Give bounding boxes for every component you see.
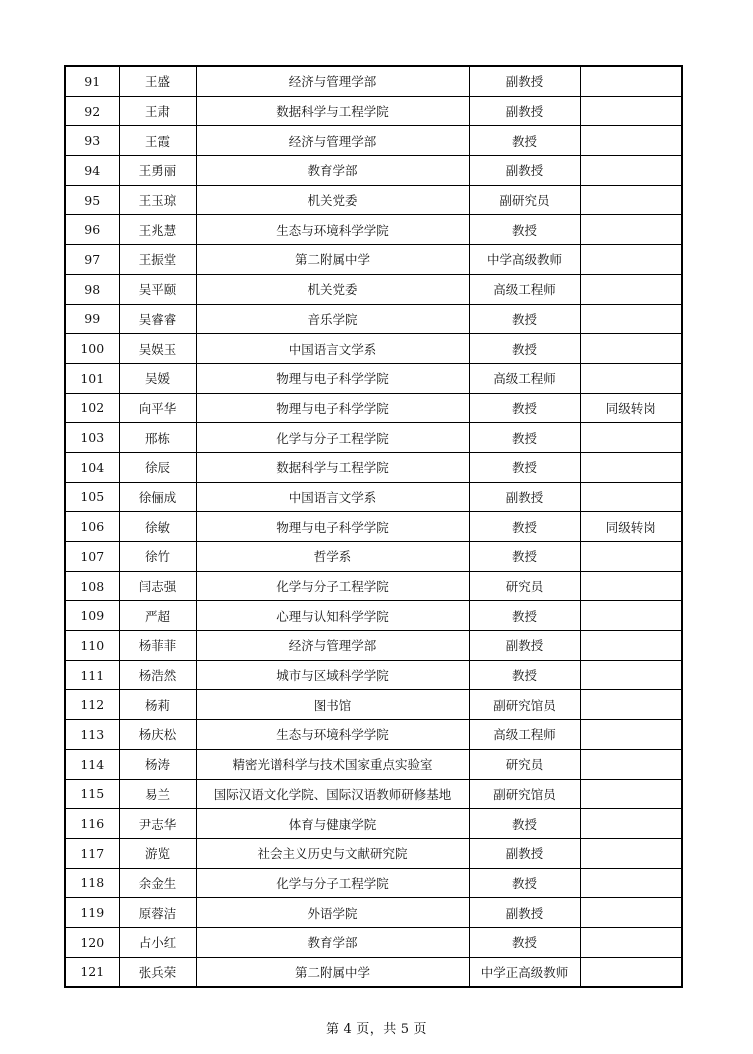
- professional-title-cell: 副教授: [469, 898, 580, 928]
- table-row: [65, 720, 682, 750]
- department-cell: 哲学系: [196, 542, 469, 572]
- table-row: [65, 274, 682, 304]
- row-number-cell: 112: [65, 690, 119, 720]
- person-name-cell: 徐辰: [119, 452, 196, 482]
- person-name-cell: 严超: [119, 601, 196, 631]
- professional-title-cell: 中学高级教师: [469, 245, 580, 275]
- table-row: [65, 334, 682, 364]
- department-cell: 第二附属中学: [196, 245, 469, 275]
- professional-title-cell: 教授: [469, 927, 580, 957]
- table-row: [65, 126, 682, 156]
- department-cell: 机关党委: [196, 185, 469, 215]
- remark-cell: [580, 542, 682, 572]
- table-row: [65, 542, 682, 572]
- footer-prefix: 第: [325, 1022, 340, 1037]
- row-number-cell: 97: [65, 245, 119, 275]
- person-name-cell: 徐敏: [119, 512, 196, 542]
- remark-cell: [580, 482, 682, 512]
- professional-title-cell: 教授: [469, 304, 580, 334]
- professional-title-cell: 教授: [469, 809, 580, 839]
- table-row: [65, 482, 682, 512]
- row-number-cell: 104: [65, 452, 119, 482]
- person-name-cell: 吴睿睿: [119, 304, 196, 334]
- row-number-cell: 94: [65, 156, 119, 186]
- remark-cell: [580, 334, 682, 364]
- person-name-cell: 杨庆松: [119, 720, 196, 750]
- row-number-cell: 93: [65, 126, 119, 156]
- person-name-cell: 易兰: [119, 779, 196, 809]
- department-cell: 精密光谱科学与技术国家重点实验室: [196, 749, 469, 779]
- row-number-cell: 114: [65, 749, 119, 779]
- remark-cell: [580, 868, 682, 898]
- row-number-cell: 99: [65, 304, 119, 334]
- department-cell: 数据科学与工程学院: [196, 96, 469, 126]
- person-name-cell: 吴媛: [119, 363, 196, 393]
- remark-cell: [580, 245, 682, 275]
- row-number-cell: 121: [65, 957, 119, 987]
- remark-cell: [580, 720, 682, 750]
- row-number-cell: 116: [65, 809, 119, 839]
- row-number-cell: 113: [65, 720, 119, 750]
- department-cell: 数据科学与工程学院: [196, 452, 469, 482]
- person-name-cell: 王玉琼: [119, 185, 196, 215]
- footer-suffix: 页: [413, 1022, 428, 1037]
- department-cell: 图书馆: [196, 690, 469, 720]
- table-row: [65, 363, 682, 393]
- department-cell: 国际汉语文化学院、国际汉语教师研修基地: [196, 779, 469, 809]
- department-cell: 机关党委: [196, 274, 469, 304]
- professional-title-cell: 副研究馆员: [469, 690, 580, 720]
- footer-total-pages: 5: [400, 1022, 410, 1037]
- department-cell: 物理与电子科学学院: [196, 393, 469, 423]
- remark-cell: [580, 423, 682, 453]
- department-cell: 化学与分子工程学院: [196, 868, 469, 898]
- professional-title-cell: 副教授: [469, 838, 580, 868]
- table-row: [65, 868, 682, 898]
- row-number-cell: 111: [65, 660, 119, 690]
- row-number-cell: 100: [65, 334, 119, 364]
- remark-cell: [580, 601, 682, 631]
- professional-title-cell: 教授: [469, 660, 580, 690]
- department-cell: 中国语言文学系: [196, 482, 469, 512]
- person-name-cell: 余金生: [119, 868, 196, 898]
- remark-cell: [580, 66, 682, 96]
- remark-cell: [580, 274, 682, 304]
- department-cell: 化学与分子工程学院: [196, 423, 469, 453]
- row-number-cell: 92: [65, 96, 119, 126]
- professional-title-cell: 教授: [469, 542, 580, 572]
- remark-cell: [580, 363, 682, 393]
- row-number-cell: 103: [65, 423, 119, 453]
- department-cell: 物理与电子科学学院: [196, 363, 469, 393]
- table-row: [65, 185, 682, 215]
- person-name-cell: 闫志强: [119, 571, 196, 601]
- professional-title-cell: 中学正高级教师: [469, 957, 580, 987]
- remark-cell: [580, 96, 682, 126]
- professional-title-cell: 研究员: [469, 749, 580, 779]
- page-footer: [0, 1018, 753, 1037]
- remark-cell: [580, 185, 682, 215]
- remark-cell: [580, 927, 682, 957]
- row-number-cell: 119: [65, 898, 119, 928]
- table-row: [65, 512, 682, 542]
- remark-cell: [580, 838, 682, 868]
- person-name-cell: 杨涛: [119, 749, 196, 779]
- person-name-cell: 向平华: [119, 393, 196, 423]
- department-cell: 经济与管理学部: [196, 631, 469, 661]
- table-row: [65, 66, 682, 96]
- person-name-cell: 王兆慧: [119, 215, 196, 245]
- remark-cell: [580, 898, 682, 928]
- table-row: [65, 571, 682, 601]
- department-cell: 教育学部: [196, 927, 469, 957]
- professional-title-cell: 教授: [469, 334, 580, 364]
- row-number-cell: 105: [65, 482, 119, 512]
- row-number-cell: 107: [65, 542, 119, 572]
- remark-cell: [580, 660, 682, 690]
- professional-title-cell: 高级工程师: [469, 274, 580, 304]
- person-name-cell: 原蓉洁: [119, 898, 196, 928]
- department-cell: 中国语言文学系: [196, 334, 469, 364]
- professional-title-cell: 副教授: [469, 96, 580, 126]
- professional-title-cell: 副教授: [469, 631, 580, 661]
- remark-cell: [580, 749, 682, 779]
- remark-cell: [580, 156, 682, 186]
- row-number-cell: 96: [65, 215, 119, 245]
- row-number-cell: 115: [65, 779, 119, 809]
- table-row: [65, 809, 682, 839]
- professional-title-cell: 副研究员: [469, 185, 580, 215]
- remark-cell: 同级转岗: [580, 512, 682, 542]
- department-cell: 经济与管理学部: [196, 126, 469, 156]
- remark-cell: [580, 304, 682, 334]
- person-name-cell: 杨菲菲: [119, 631, 196, 661]
- department-cell: 社会主义历史与文献研究院: [196, 838, 469, 868]
- department-cell: 教育学部: [196, 156, 469, 186]
- department-cell: 体育与健康学院: [196, 809, 469, 839]
- remark-cell: [580, 631, 682, 661]
- person-name-cell: 占小红: [119, 927, 196, 957]
- department-cell: 城市与区域科学学院: [196, 660, 469, 690]
- table-row: [65, 423, 682, 453]
- remark-cell: [580, 957, 682, 987]
- remark-cell: [580, 215, 682, 245]
- professional-title-cell: 教授: [469, 393, 580, 423]
- row-number-cell: 109: [65, 601, 119, 631]
- professional-title-cell: 教授: [469, 601, 580, 631]
- professional-title-cell: 副教授: [469, 482, 580, 512]
- table-row: [65, 215, 682, 245]
- table-row: [65, 898, 682, 928]
- professional-title-cell: 教授: [469, 215, 580, 245]
- professional-title-cell: 教授: [469, 452, 580, 482]
- table-row: [65, 631, 682, 661]
- department-cell: 外语学院: [196, 898, 469, 928]
- table-row: [65, 601, 682, 631]
- department-cell: 化学与分子工程学院: [196, 571, 469, 601]
- remark-cell: [580, 126, 682, 156]
- department-cell: 第二附属中学: [196, 957, 469, 987]
- personnel-table: [64, 65, 683, 988]
- professional-title-cell: 教授: [469, 512, 580, 542]
- person-name-cell: 杨莉: [119, 690, 196, 720]
- person-name-cell: 王盛: [119, 66, 196, 96]
- remark-cell: 同级转岗: [580, 393, 682, 423]
- professional-title-cell: 副研究馆员: [469, 779, 580, 809]
- person-name-cell: 吴娱玉: [119, 334, 196, 364]
- row-number-cell: 95: [65, 185, 119, 215]
- table-row: [65, 304, 682, 334]
- table-row: [65, 749, 682, 779]
- footer-page-number: 4: [343, 1022, 353, 1037]
- table-row: [65, 393, 682, 423]
- row-number-cell: 118: [65, 868, 119, 898]
- table-row: [65, 156, 682, 186]
- row-number-cell: 98: [65, 274, 119, 304]
- row-number-cell: 120: [65, 927, 119, 957]
- table-row: [65, 660, 682, 690]
- table-row: [65, 838, 682, 868]
- remark-cell: [580, 779, 682, 809]
- professional-title-cell: 高级工程师: [469, 363, 580, 393]
- row-number-cell: 101: [65, 363, 119, 393]
- person-name-cell: 徐竹: [119, 542, 196, 572]
- person-name-cell: 吴平颐: [119, 274, 196, 304]
- row-number-cell: 106: [65, 512, 119, 542]
- department-cell: 物理与电子科学学院: [196, 512, 469, 542]
- person-name-cell: 徐俪成: [119, 482, 196, 512]
- table-row: [65, 452, 682, 482]
- person-name-cell: 王肃: [119, 96, 196, 126]
- professional-title-cell: 高级工程师: [469, 720, 580, 750]
- person-name-cell: 王勇丽: [119, 156, 196, 186]
- person-name-cell: 尹志华: [119, 809, 196, 839]
- table-row: [65, 957, 682, 987]
- professional-title-cell: 副教授: [469, 156, 580, 186]
- department-cell: 生态与环境科学学院: [196, 720, 469, 750]
- professional-title-cell: 教授: [469, 423, 580, 453]
- personnel-table-body: [65, 66, 682, 987]
- table-row: [65, 245, 682, 275]
- table-row: [65, 927, 682, 957]
- department-cell: 经济与管理学部: [196, 66, 469, 96]
- department-cell: 生态与环境科学学院: [196, 215, 469, 245]
- professional-title-cell: 副教授: [469, 66, 580, 96]
- professional-title-cell: 教授: [469, 126, 580, 156]
- professional-title-cell: 教授: [469, 868, 580, 898]
- professional-title-cell: 研究员: [469, 571, 580, 601]
- row-number-cell: 108: [65, 571, 119, 601]
- person-name-cell: 杨浩然: [119, 660, 196, 690]
- person-name-cell: 王霞: [119, 126, 196, 156]
- remark-cell: [580, 809, 682, 839]
- row-number-cell: 102: [65, 393, 119, 423]
- person-name-cell: 邢栋: [119, 423, 196, 453]
- department-cell: 音乐学院: [196, 304, 469, 334]
- footer-middle: 页，共: [356, 1022, 397, 1037]
- department-cell: 心理与认知科学学院: [196, 601, 469, 631]
- remark-cell: [580, 452, 682, 482]
- table-row: [65, 96, 682, 126]
- remark-cell: [580, 571, 682, 601]
- row-number-cell: 117: [65, 838, 119, 868]
- person-name-cell: 游览: [119, 838, 196, 868]
- table-row: [65, 690, 682, 720]
- row-number-cell: 110: [65, 631, 119, 661]
- table-row: [65, 779, 682, 809]
- person-name-cell: 张兵荣: [119, 957, 196, 987]
- remark-cell: [580, 690, 682, 720]
- person-name-cell: 王振堂: [119, 245, 196, 275]
- row-number-cell: 91: [65, 66, 119, 96]
